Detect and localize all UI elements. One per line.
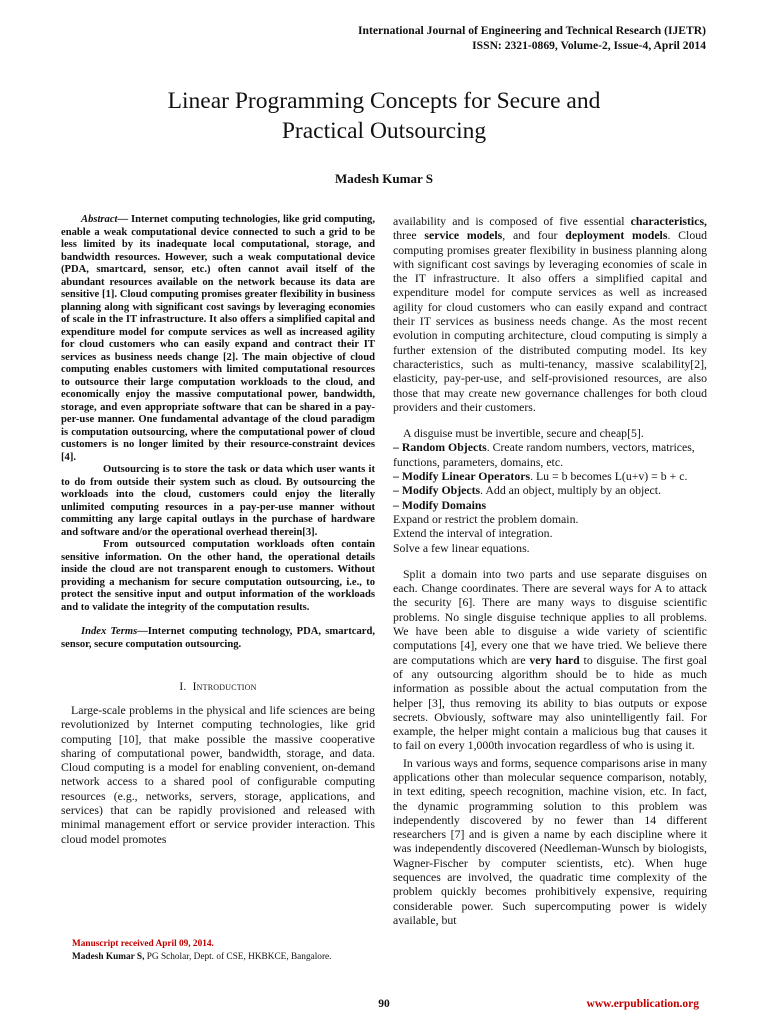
footnote-author: Madesh Kumar S, [72,951,145,962]
paper-title-line-2: Practical Outsourcing [281,118,487,144]
paper-title [0,86,768,146]
section-heading-introduction [61,681,375,693]
journal-header [358,24,706,53]
section-title-initial: I [192,681,197,693]
list-item-label: – Random Objects [393,440,487,455]
list-item-text: . Add an object, multiply by an object. [480,483,662,498]
term-deployment-models: deployment models [565,228,668,243]
text-run: Split a domain into two parts and use separate disguises on each. Change coordinates. There are several ways for A to attack the security [6]. There are many ways to disguise scientific problems. No single disguise technique applies to all problems. We have been able to disguise a wide variety of scientific computations [4], every one that we have tried. We believe there are computations which are [393,566,707,667]
text-line: Expand or restrict the problem domain. [393,511,579,526]
index-terms-dash: — [137,626,148,637]
abstract-paragraph-3: From outsourced computation workloads often contain sensitive information. On the other hand, the operational details inside the cloud are not transparent enough to customers. Without providing a mechanism for secure computation outsourcing, i.e., to protect the sensitive input and output information of the workloads and to validate the integrity of the computation results. [61,539,375,613]
list-item-label: – Modify Objects [393,483,481,498]
list-item-modify-domains [393,498,707,512]
index-terms-text: Internet computing technology, PDA, smartcard, sensor, secure computation outsourcing. [61,626,375,650]
list-item-modify-linear-operators [393,469,707,483]
disguise-paragraph [393,567,707,753]
text-run: three [393,228,425,243]
page-number: 90 [378,998,390,1010]
index-terms [61,626,375,651]
text-run: to disguise. The first goal of any outsourcing algorithm should be to hide as much information as possible about the actual computation from the helper [3], thus removing its ability to bias outputs or expose secrets. Obviously, software may also unintelligently fail. For example, the helper might contain a malicious bug that causes it to fail on every 1,000th invocation regardless of who is using it. [393,652,707,753]
introduction-paragraph: Large-scale problems in the physical and life sciences are being revolutionized by Internet computing technologies, like grid computing [10], that make possible the massive cooperative sharing of computational power, bandwidth, storage, and data. Cloud computing is a model for enabling convenient, on-demand network access to a shared pool of configurable computing resources (e.g., networks, servers, storage, applications, and services) that can be rapidly provisioned and released with minimal management effort or service provider interaction. This cloud model promotes [61,703,375,846]
list-item-label: – Modify Linear Operators [393,469,531,484]
sequence-comparison-paragraph: In various ways and forms, sequence comparisons arise in many applications other than molecular sequence comparison, notably, in text editing, speech recognition, machine vision, etc. In fact, the dynamic programming solution to this problem was independently discovered by no fewer than 14 different researchers [7] and is given a name by each discipline where it was independently discovered (Needleman-Wunsch by biologists, Wagner-Fischer by computer scientists, etc). When huge sequences are involved, the quadratic time complexity of the problem quickly becomes prohibitively expensive, requiring considerable power. Such supercomputing power is widely available, but [393,755,707,927]
section-title-rest: ntroduction [196,681,257,693]
cloud-model-paragraph [393,214,707,414]
list-item-label: – Modify Domains [393,497,487,512]
emphasis-very-hard: very hard [529,652,580,667]
term-characteristics: characteristics, [630,214,707,228]
text-line: Solve a few linear equations. [393,540,530,555]
right-column [393,214,707,927]
abstract-paragraph-2: Outsourcing is to store the task or data which user wants it to do from outside their system such as cloud. By outsourcing the workloads into the cloud, customers could enjoy the literally unlimited computing resources in a pay-per-use manner without committing any large capital outlays in the purchase of hardware and software and/or the operational overhead therein[3]. [61,464,375,538]
manuscript-received: Manuscript received April 09, 2014. [72,939,214,949]
text-run: . Cloud computing promises greater flexibility in business planning along with significant cost savings by leveraging economies of scale in the IT infrastructure. It also offers a simplified capital and expenditure model for compute services as well as increased agility for cloud customers who can easily expand and contract their IT services as business needs change. As the most recent evolution in computing architecture, cloud computing is simply a further extension of the distributed computing model. Its key characteristics, such as multi-tenancy, massive scalability[2], elasticity, pay-per-use, and self-provisioned resources, are also those that may create new governance challenges for both cloud providers and their customers. [393,228,708,414]
text-line: Extend the interval of integration. [393,526,553,541]
list-item-text: . Create random numbers, vectors, matrices, functions, parameters, domains, etc. [393,440,695,469]
list-item-text: . Lu = b becomes L(u+v) = b + c. [530,469,688,484]
index-terms-label: Index Terms [81,626,138,637]
text-run: availability and is composed of five essential [393,214,631,228]
text-run: , and four [502,228,566,243]
term-service-models: service models [424,228,503,243]
abstract-paragraph [61,214,375,464]
journal-name: International Journal of Engineering and Technical Research (IJETR) [358,24,706,37]
abstract-text: Internet computing technologies, like grid computing, enable a weak computational device connected to such a grid to be less limited by its inadequate local computational, storage, and bandwidth resources. However, such a weak computational device (PDA, smartcard, sensor, etc.) often cannot avail itself of the abundant resources available on the network because its data are sensitive [1]. Cloud computing promises greater flexibility in business planning along with significant cost savings by leveraging economies of scale in the IT infrastructure. It also offers a simplified capital and expenditure model for compute services as well as increased agility for cloud customers who can easily expand and contract their IT services as business needs change [2]. The main objective of cloud computing enables customers with limited computational resources to outsource their large computation workloads to the cloud, and economically enjoy the massive computational power, bandwidth, storage, and even appropriate software that can be shared in a pay-per-use manner. One fundamental advantage of the cloud paradigm is computation outsourcing, where the computational power of cloud customers is no longer limited by their resource-constraint devices [4]. [61,214,375,463]
publisher-url[interactable]: www.erpublication.org [586,998,699,1010]
journal-issn: ISSN: 2321-0869, Volume-2, Issue-4, April 2014 [472,38,706,52]
abstract-label: Abstract [81,214,118,225]
disguise-intro: A disguise must be invertible, secure and cheap[5]. [403,426,644,441]
author-name: Madesh Kumar S [335,171,433,186]
list-item-random-objects [393,440,707,469]
footnote [72,938,382,963]
abstract-dash: — [117,214,129,225]
left-column [61,214,375,846]
list-item-modify-objects [393,483,707,497]
paper-title-line-1: Linear Programming Concepts for Secure and [167,88,601,114]
section-number: I. [179,681,187,693]
author-affiliation [72,951,382,964]
footnote-affiliation: PG Scholar, Dept. of CSE, HKBKCE, Bangalore. [144,951,332,962]
